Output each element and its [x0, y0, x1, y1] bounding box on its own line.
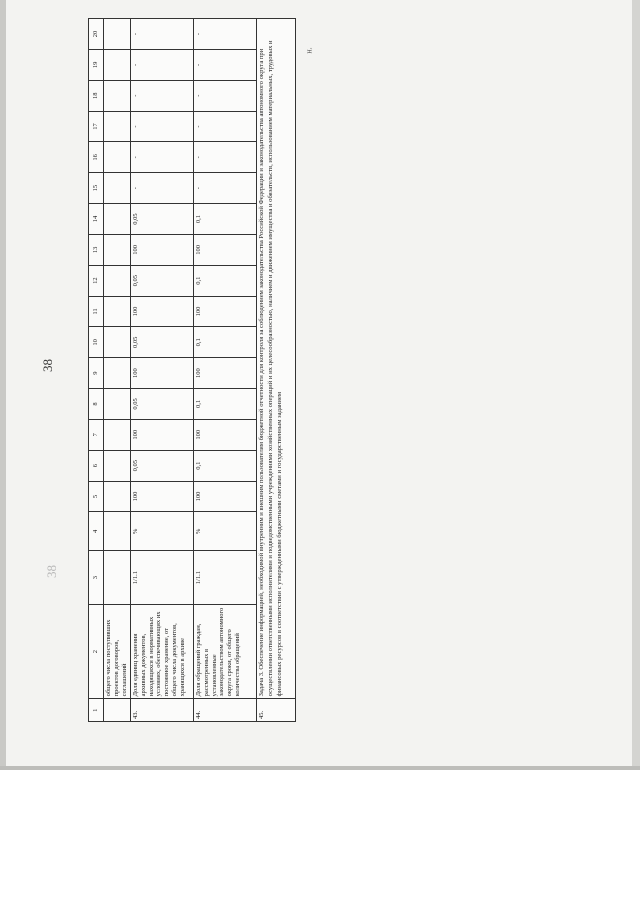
column-number: 19 [89, 49, 104, 80]
value-cell: 0,05 [131, 389, 194, 420]
margin-mark: н. [304, 47, 314, 54]
table-cell [104, 296, 131, 327]
column-number: 12 [89, 265, 104, 296]
value-cell: 0,1 [194, 327, 257, 358]
table-cell [104, 49, 131, 80]
value-cell: - [131, 111, 194, 142]
value-cell: - [194, 142, 257, 173]
value-cell: 0,1 [194, 450, 257, 481]
row-number: 45. [257, 699, 296, 722]
value-cell: - [131, 49, 194, 80]
column-number: 3 [89, 551, 104, 604]
value-cell: - [194, 173, 257, 204]
column-number: 5 [89, 481, 104, 512]
value-cell: 100 [194, 358, 257, 389]
value-cell: 100 [131, 481, 194, 512]
table-cell [104, 419, 131, 450]
value-cell: 100 [131, 296, 194, 327]
table-cell [104, 234, 131, 265]
table-row-43 [131, 19, 194, 722]
column-number: 17 [89, 111, 104, 142]
value-cell: - [131, 80, 194, 111]
row-number: 43. [131, 699, 194, 722]
table-cell [104, 450, 131, 481]
value-cell: - [131, 19, 194, 50]
table-cell [104, 327, 131, 358]
value-cell: 0,05 [131, 265, 194, 296]
table-row-continuation [104, 19, 131, 722]
value-cell: 0,1 [194, 204, 257, 235]
scan-edge-bottom [0, 766, 640, 770]
table-cell: общего числа поступивших проектов договоров, соглашений [104, 604, 131, 699]
value-cell: 100 [131, 419, 194, 450]
table-cell [104, 111, 131, 142]
table-cell [104, 19, 131, 50]
value-cell: 0,1 [194, 389, 257, 420]
page-number: 38 [40, 359, 55, 372]
value-cell: 100 [194, 234, 257, 265]
column-number: 13 [89, 234, 104, 265]
value-cell: - [194, 80, 257, 111]
table-cell [104, 512, 131, 551]
column-number: 10 [89, 327, 104, 358]
table-cell [104, 481, 131, 512]
column-number: 9 [89, 358, 104, 389]
column-number: 14 [89, 204, 104, 235]
table-cell [104, 142, 131, 173]
table-cell [104, 551, 131, 604]
column-number: 20 [89, 19, 104, 50]
task-description: Задача 3. Обеспечение информацией, необходимой внутренним и внешним пользователям бюджетной отчетности для контроля за соблюдением законодательства Российской Федерации и законодательства автономного округа при осуществлении ответственными исполнителями и подведомственными учреждениями хозяйственных операций и их целесообразностью, наличием и движением имущества и обязательств, использованием материальных, трудовых и финансовых ресурсов в соответствии с утвержденными бюджетными сметами и государственным заданием [257, 19, 296, 699]
column-number: 4 [89, 512, 104, 551]
table-cell [104, 80, 131, 111]
indicators-table [88, 18, 296, 722]
rotated-table-container [88, 18, 318, 722]
value-cell: - [194, 49, 257, 80]
value-cell: 0,05 [131, 327, 194, 358]
value-cell: 0,05 [131, 204, 194, 235]
indicator-name: Доля обращений граждан, рассмотренных в установленные законодательством автономного округа сроки, от общего количества обращений [194, 604, 257, 699]
value-cell: 0,1 [194, 265, 257, 296]
value-cell: - [194, 111, 257, 142]
scan-edge-right [632, 0, 640, 770]
value-cell: - [131, 173, 194, 204]
table-row-44 [194, 19, 257, 722]
value-cell: 100 [194, 419, 257, 450]
indicator-name: Доля единиц хранения архивных документов, находящихся в нормативных условиях, обеспечивающих их постоянное хранение, от общего числа документов, хранящихся в архиве [131, 604, 194, 699]
value-cell: 0,05 [131, 450, 194, 481]
column-number: 8 [89, 389, 104, 420]
column-number: 6 [89, 450, 104, 481]
column-number: 18 [89, 80, 104, 111]
indicator-code: 1/1.1 [194, 551, 257, 604]
value-cell: 100 [194, 296, 257, 327]
column-number: 11 [89, 296, 104, 327]
table-cell [104, 389, 131, 420]
scan-edge-left [0, 0, 6, 770]
unit-cell: % [194, 512, 257, 551]
column-number: 16 [89, 142, 104, 173]
table-cell [104, 358, 131, 389]
row-number: 44. [194, 699, 257, 722]
value-cell: 100 [194, 481, 257, 512]
value-cell: - [131, 142, 194, 173]
table-cell [104, 265, 131, 296]
page-number-bleedthrough: 38 [44, 565, 59, 578]
table-cell [104, 204, 131, 235]
value-cell: - [194, 19, 257, 50]
column-number: 2 [89, 604, 104, 699]
column-number: 1 [89, 699, 104, 722]
table-row-45 [257, 19, 296, 722]
unit-cell: % [131, 512, 194, 551]
value-cell: 100 [131, 234, 194, 265]
value-cell: 100 [131, 358, 194, 389]
column-number: 7 [89, 419, 104, 450]
column-number: 15 [89, 173, 104, 204]
indicator-code: 1/1.1 [131, 551, 194, 604]
table-cell [104, 173, 131, 204]
table-cell [104, 699, 131, 722]
table-header-row [89, 19, 104, 722]
